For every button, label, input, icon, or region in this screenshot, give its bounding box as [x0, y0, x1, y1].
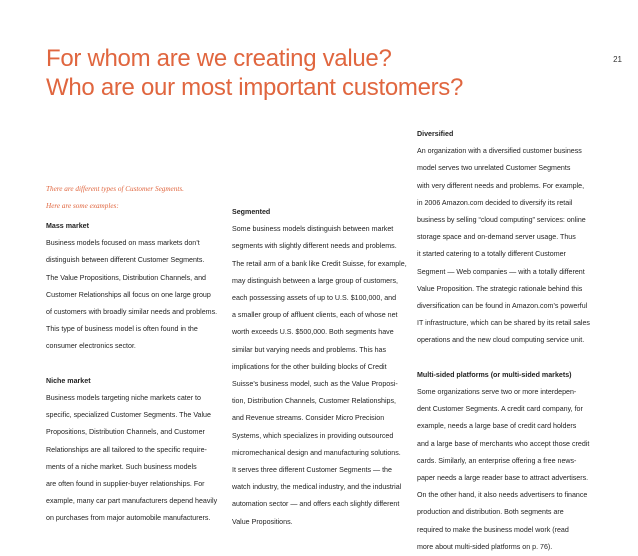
- body-text-line: This type of business model is often found in the: [46, 325, 198, 334]
- body-text-line: in 2006 Amazon.com decided to diversify its retail: [417, 198, 573, 207]
- body-text-line: more about multi-sided platforms on p. 76).: [417, 542, 553, 551]
- body-text-line: on purchases from major automobile manufacturers.: [46, 514, 211, 523]
- body-text-line: distinguish between different Customer Segments.: [46, 256, 205, 265]
- page-title: [46, 44, 463, 102]
- section-heading: Mass market: [46, 222, 89, 230]
- title-line: Who are our most important customers?: [46, 74, 464, 101]
- body-text-line: Some business models distinguish between market: [232, 225, 394, 234]
- body-text-line: cards. Similarly, an enterprise offering a free news-: [417, 456, 577, 465]
- intro-text: [46, 181, 184, 215]
- body-text-line: a smaller group of affluent clients, each of whose net: [232, 311, 398, 320]
- body-text-line: and a large base of merchants who accept those credit: [417, 439, 590, 448]
- text-column-2: [232, 204, 414, 531]
- body-text-line: consumer electronics sector.: [46, 342, 136, 351]
- body-text-line: each possessing assets of up to U.S. $100,000, and: [232, 294, 397, 303]
- body-text-line: required to make the business model work (read: [417, 525, 569, 534]
- body-text-line: business by selling “cloud computing” services: online: [417, 216, 586, 225]
- body-text-line: dent Customer Segments. A credit card company, for: [417, 405, 583, 414]
- body-text-line: Systems, which specializes in providing outsourced: [232, 431, 394, 440]
- section-heading: Diversified: [417, 130, 454, 138]
- body-text-line: Some organizations serve two or more interdepen-: [417, 388, 577, 397]
- body-text-line: Suisse’s business model, such as the Value Proposi-: [232, 380, 398, 389]
- body-text-line: On the other hand, it also needs advertisers to finance: [417, 491, 588, 500]
- body-text-line: ments of a niche market. Such business models: [46, 462, 197, 471]
- section-heading: Segmented: [232, 208, 271, 216]
- section-spacer: [417, 350, 599, 367]
- intro-line: There are different types of Customer Segments.: [46, 185, 184, 193]
- body-text-line: Business models focused on mass markets don’t: [46, 239, 200, 248]
- body-text-line: operations and the new cloud computing service unit.: [417, 336, 585, 345]
- body-text-line: specific, specialized Customer Segments. The Value: [46, 411, 211, 420]
- body-text-line: implications for the other building blocks of Credit: [232, 362, 387, 371]
- body-text-line: worth exceeds U.S. $500,000. Both segments have: [232, 328, 394, 337]
- intro-line: Here are some examples:: [46, 202, 119, 211]
- text-column-1: [46, 218, 228, 528]
- body-text-line: micromechanical design and manufacturing solutions.: [232, 448, 401, 457]
- body-text-line: IT infrastructure, which can be shared by its retail sales: [417, 319, 590, 328]
- body-text-line: Business models targeting niche markets cater to: [46, 394, 201, 403]
- body-text-line: storage space and on-demand server usage. Thus: [417, 233, 576, 242]
- body-text-line: are often found in supplier-buyer relationships. For: [46, 480, 205, 489]
- body-text-line: It serves three different Customer Segments — the: [232, 466, 392, 475]
- body-text-line: Relationships are all tailored to the specific require-: [46, 445, 207, 454]
- body-text-line: Propositions, Distribution Channels, and Customer: [46, 428, 205, 437]
- body-text-line: Customer Relationships all focus on one large group: [46, 290, 211, 299]
- body-text-line: production and distribution. Both segments are: [417, 508, 564, 517]
- body-text-line: with very different needs and problems. For example,: [417, 181, 585, 190]
- body-text-line: Value Propositions.: [232, 517, 293, 526]
- section-heading: Multi-sided platforms (or multi-sided markets): [417, 370, 572, 379]
- body-text-line: paper needs a large reader base to attract advertisers.: [417, 474, 589, 483]
- body-text-line: may distinguish between a large group of customers,: [232, 276, 399, 285]
- body-text-line: model serves two unrelated Customer Segments: [417, 164, 571, 173]
- text-column-3: [417, 126, 599, 556]
- body-text-line: automation sector — and offers each slightly different: [232, 500, 400, 509]
- body-text-line: Segment — Web companies — with a totally different: [417, 267, 585, 276]
- body-text-line: of customers with broadly similar needs and problems.: [46, 308, 218, 317]
- body-text-line: watch industry, the medical industry, and the industrial: [232, 483, 402, 492]
- body-text-line: and Revenue streams. Consider Micro Precision: [232, 414, 385, 423]
- page-number: 21: [613, 55, 622, 64]
- body-text-line: The retail arm of a bank like Credit Suisse, for example,: [232, 259, 407, 268]
- body-text-line: Value Proposition. The strategic rationale behind this: [417, 284, 583, 293]
- body-text-line: similar but varying needs and problems. This has: [232, 345, 387, 354]
- title-line: For whom are we creating value?: [46, 45, 392, 72]
- body-text-line: segments with slightly different needs and problems.: [232, 242, 397, 251]
- body-text-line: The Value Propositions, Distribution Channels, and: [46, 273, 206, 282]
- section-spacer: [46, 356, 228, 373]
- body-text-line: example, many car part manufacturers depend heavily: [46, 497, 218, 506]
- section-heading: Niche market: [46, 376, 91, 385]
- body-text-line: it started catering to a totally different Customer: [417, 250, 566, 259]
- body-text-line: An organization with a diversified customer business: [417, 147, 582, 156]
- body-text-line: diversification can be found in Amazon.com’s powerful: [417, 302, 588, 311]
- body-text-line: tion, Distribution Channels, Customer Relationships,: [232, 397, 397, 406]
- body-text-line: example, needs a large base of credit card holders: [417, 422, 577, 431]
